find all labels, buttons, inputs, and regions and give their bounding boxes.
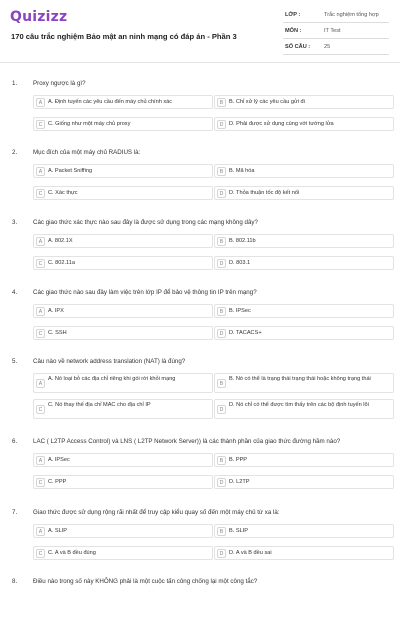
answer-option-b[interactable] [214, 373, 394, 393]
option-letter-badge: D [217, 549, 226, 558]
answer-option-a[interactable] [33, 164, 213, 178]
question-number: 3. [12, 219, 18, 226]
option-text: C. SSH [48, 330, 67, 336]
answer-option-a[interactable] [33, 524, 213, 538]
meta-row-subject [283, 25, 389, 39]
option-letter-badge: A [36, 98, 45, 107]
option-letter-badge: A [36, 237, 45, 246]
question-text: Điều nào trong số này KHÔNG phải là một cuộc tấn công chống lại một công tắc? [33, 578, 258, 585]
question-number: 8. [12, 578, 18, 585]
question-number: 6. [12, 438, 18, 445]
answer-option-d[interactable] [214, 117, 394, 131]
answer-option-d[interactable] [214, 399, 394, 419]
option-text: C. Xác thực [48, 190, 78, 196]
option-letter-badge: D [217, 478, 226, 487]
option-text: C. Nó thay thế địa chỉ MAC cho địa chỉ IP [48, 402, 151, 408]
question-text: Các giao thức nào sau đây làm việc trên lớp IP để bảo vệ thông tin IP trên mạng? [33, 289, 257, 296]
meta-label: SỐ CÂU : [285, 44, 311, 50]
question-number: 2. [12, 149, 18, 156]
option-letter-badge: B [217, 456, 226, 465]
option-letter-badge: D [217, 405, 226, 414]
question-7 [0, 509, 400, 573]
option-text: C. A và B đều đúng [48, 550, 96, 556]
answer-option-d[interactable] [214, 546, 394, 560]
option-text: A. IPSec [48, 457, 70, 463]
question-1 [0, 80, 400, 144]
option-letter-badge: C [36, 259, 45, 268]
question-number: 5. [12, 358, 18, 365]
answer-option-a[interactable] [33, 373, 213, 393]
question-text: Proxy ngược là gì? [33, 80, 86, 87]
option-text: D. Phải được sử dụng cùng với tường lửa [229, 121, 334, 127]
option-text: B. Mã hóa [229, 168, 255, 174]
meta-value: 25 [324, 44, 331, 50]
option-letter-badge: B [217, 237, 226, 246]
option-text: A. 802.1X [48, 238, 73, 244]
option-text: B. SLIP [229, 528, 248, 534]
meta-value: IT Test [324, 28, 341, 34]
option-text: D. A và B đều sai [229, 550, 272, 556]
option-letter-badge: C [36, 189, 45, 198]
option-letter-badge: A [36, 379, 45, 388]
answer-option-b[interactable] [214, 304, 394, 318]
question-2 [0, 149, 400, 213]
option-letter-badge: A [36, 167, 45, 176]
option-text: B. 802.11b [229, 238, 256, 244]
option-letter-badge: C [36, 478, 45, 487]
option-letter-badge: D [217, 120, 226, 129]
answer-option-d[interactable] [214, 326, 394, 340]
meta-label: LỚP : [285, 12, 301, 18]
question-number: 4. [12, 289, 18, 296]
answer-option-c[interactable] [33, 546, 213, 560]
answer-option-a[interactable] [33, 95, 213, 109]
option-text: C. 802.11a [48, 260, 75, 266]
option-letter-badge: B [217, 527, 226, 536]
answer-option-c[interactable] [33, 186, 213, 200]
answer-option-b[interactable] [214, 95, 394, 109]
answer-option-c[interactable] [33, 399, 213, 419]
option-letter-badge: B [217, 307, 226, 316]
option-letter-badge: D [217, 259, 226, 268]
option-text: D. Nó chỉ có thể được tìm thấy trên các bộ định tuyến lõi [229, 402, 369, 408]
option-letter-badge: A [36, 307, 45, 316]
option-text: D. TACACS+ [229, 330, 262, 336]
question-text: Giao thức được sử dụng rộng rãi nhất để truy cập kiểu quay số đến một máy chủ từ xa là: [33, 509, 280, 516]
option-letter-badge: A [36, 456, 45, 465]
brand-logo[interactable]: Quizizz [10, 9, 68, 25]
answer-option-a[interactable] [33, 234, 213, 248]
option-text: D. 803.1 [229, 260, 251, 266]
answer-option-b[interactable] [214, 164, 394, 178]
answer-option-b[interactable] [214, 524, 394, 538]
option-letter-badge: B [217, 379, 226, 388]
meta-label: MÔN : [285, 28, 302, 34]
answer-option-a[interactable] [33, 453, 213, 467]
option-text: A. IPX [48, 308, 64, 314]
option-text: A. SLIP [48, 528, 67, 534]
meta-table [283, 9, 389, 57]
question-3 [0, 219, 400, 283]
option-text: B. Chỉ xử lý các yêu cầu gửi đi [229, 99, 305, 105]
meta-row-class [283, 9, 389, 23]
option-letter-badge: A [36, 527, 45, 536]
answer-option-c[interactable] [33, 475, 213, 489]
answer-option-d[interactable] [214, 256, 394, 270]
option-text: D. Thỏa thuận tốc độ kết nối [229, 190, 300, 196]
question-8 [0, 578, 400, 642]
answer-option-c[interactable] [33, 326, 213, 340]
answer-option-c[interactable] [33, 256, 213, 270]
option-letter-badge: C [36, 549, 45, 558]
question-number: 7. [12, 509, 18, 516]
header-divider [0, 62, 400, 63]
page-title: 170 câu trắc nghiệm Bảo mật an ninh mạng có đáp án - Phần 3 [11, 32, 237, 41]
answer-option-a[interactable] [33, 304, 213, 318]
answer-option-b[interactable] [214, 453, 394, 467]
question-text: Các giao thức xác thực nào sau đây là được sử dụng trong các mạng không dây? [33, 219, 258, 226]
question-6 [0, 438, 400, 502]
answer-option-c[interactable] [33, 117, 213, 131]
question-5 [0, 358, 400, 422]
question-4 [0, 289, 400, 353]
question-text: Câu nào về network address translation (NAT) là đúng? [33, 358, 186, 365]
answer-option-d[interactable] [214, 186, 394, 200]
question-text: LAC ( L2TP Access Control) và LNS ( L2TP Network Server)) là các thành phần của giao thức đường hầm nào? [33, 438, 341, 445]
option-text: A. Packet Sniffing [48, 168, 93, 174]
worksheet-header [0, 0, 400, 62]
option-text: A. Nó loại bỏ các địa chỉ riêng khi gói rời khỏi mạng [48, 376, 176, 382]
meta-value: Trắc nghiệm tổng hợp [324, 12, 379, 18]
option-letter-badge: C [36, 120, 45, 129]
option-letter-badge: D [217, 189, 226, 198]
answer-option-d[interactable] [214, 475, 394, 489]
option-text: C. Giống như một máy chủ proxy [48, 121, 131, 127]
option-text: C. PPP [48, 479, 67, 485]
option-letter-badge: B [217, 167, 226, 176]
answer-option-b[interactable] [214, 234, 394, 248]
option-letter-badge: D [217, 329, 226, 338]
option-letter-badge: C [36, 329, 45, 338]
option-text: D. L2TP [229, 479, 250, 485]
option-text: B. Nó có thể là trạng thái trạng thái hoặc không trạng thái [229, 376, 371, 382]
option-letter-badge: C [36, 405, 45, 414]
option-text: B. IPSec [229, 308, 251, 314]
option-text: B. PPP [229, 457, 248, 463]
meta-row-question-count [283, 41, 389, 55]
question-text: Mục đích của một máy chủ RADIUS là: [33, 149, 141, 156]
question-number: 1. [12, 80, 18, 87]
option-letter-badge: B [217, 98, 226, 107]
option-text: A. Định tuyến các yêu cầu đến máy chủ chính xác [48, 99, 173, 105]
